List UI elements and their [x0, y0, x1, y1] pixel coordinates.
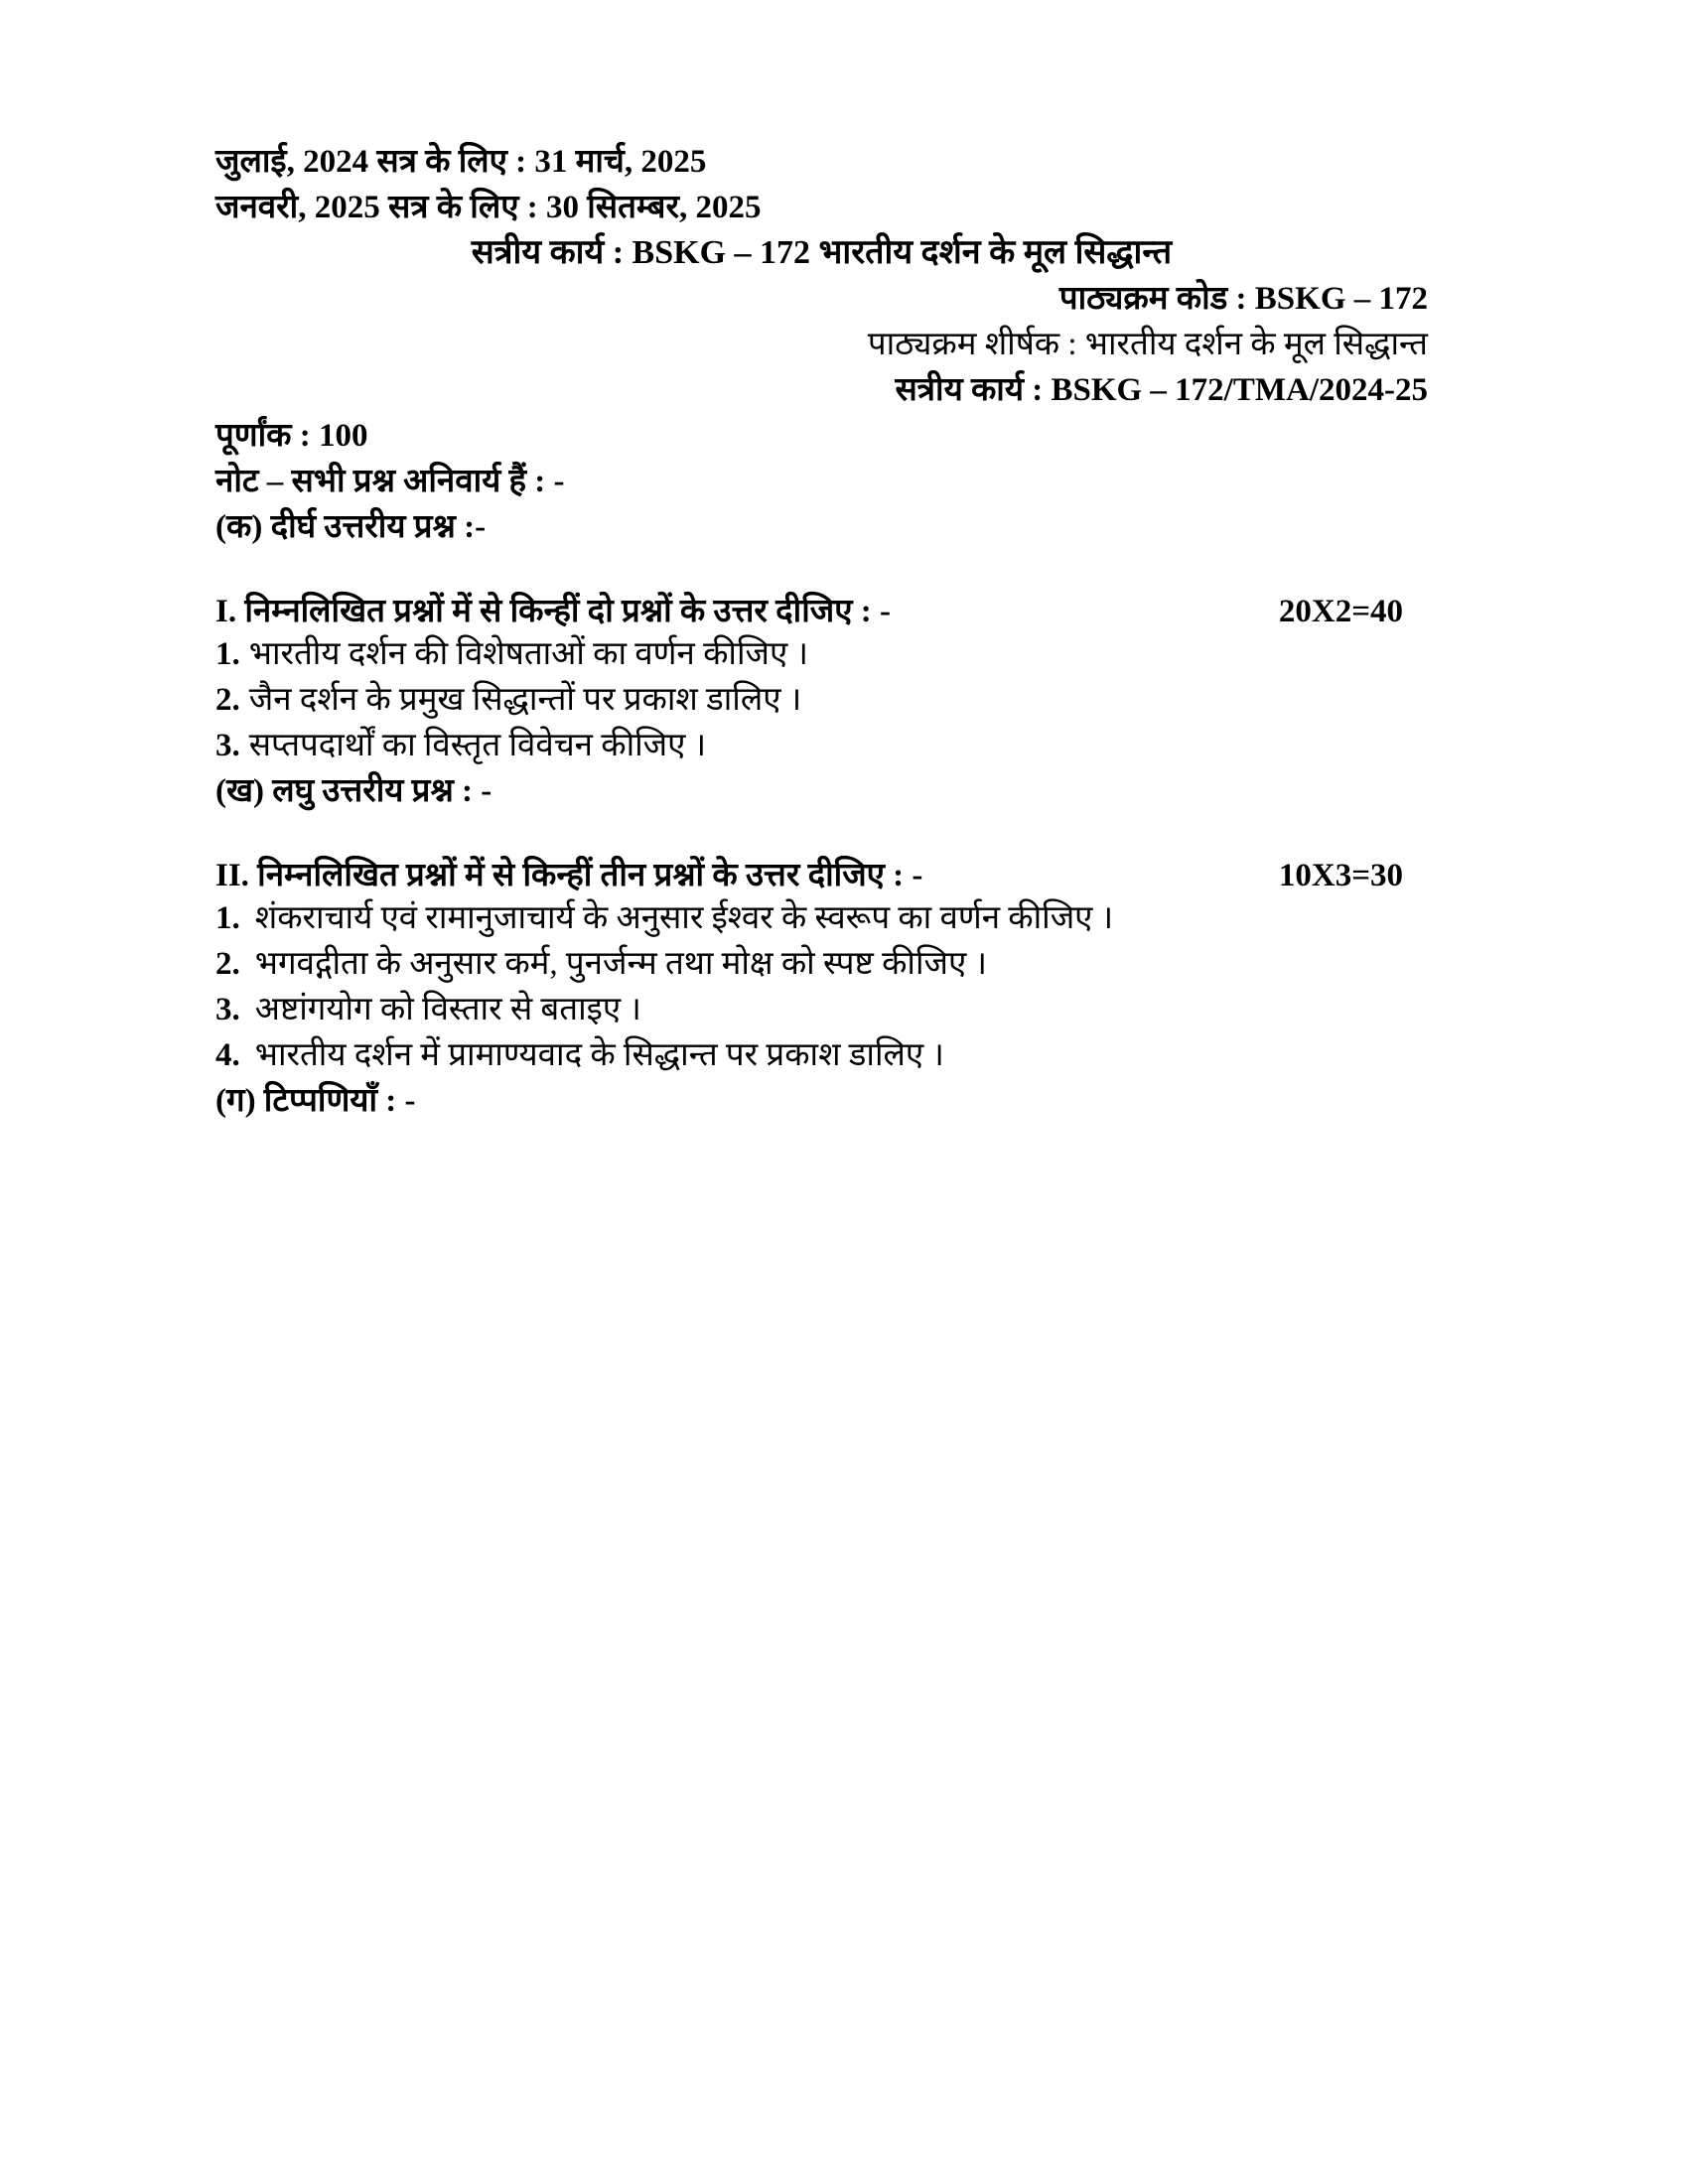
question-long-2-text: जैन दर्शन के प्रमुख सिद्धान्तों पर प्रकाश डालिए ।: [248, 682, 802, 718]
section-kha-heading: (ख) लघु उत्तरीय प्रश्न : -: [215, 773, 492, 809]
question-short-3-text: अष्टांगयोग को विस्तार से बताइए ।: [254, 992, 641, 1027]
question-short-2: [215, 941, 1428, 987]
question-long-1-number: 1.: [215, 636, 240, 672]
section-kha-instruction-row: [215, 851, 1428, 895]
question-short-2-number: 2.: [215, 946, 240, 982]
section-kha-instruction: II. निम्नलिखित प्रश्नों में से किन्हीं तीन प्रश्नों के उत्तर दीजिए : -: [215, 858, 923, 893]
section-ka-marks: 20X2=40: [1278, 594, 1403, 629]
section-ga-heading: (ग) टिप्पणियाँ : -: [215, 1083, 416, 1119]
assignment-code-line: सत्रीय कार्य : BSKG – 172/TMA/2024-25: [895, 372, 1428, 408]
course-title-line: पाठ्यक्रम शीर्षक : भारतीय दर्शन के मूल सिद्धान्त: [867, 327, 1428, 362]
section-kha-marks: 10X3=30: [1278, 858, 1403, 893]
max-marks-line: पूर्णांक : 100: [215, 418, 368, 454]
question-short-4-text: भारतीय दर्शन में प्रामाण्यवाद के सिद्धान्त पर प्रकाश डालिए ।: [254, 1037, 944, 1073]
question-short-4-number: 4.: [215, 1037, 240, 1073]
question-long-3-number: 3.: [215, 728, 240, 763]
note-line: नोट – सभी प्रश्न अनिवार्य हैं : -: [215, 464, 565, 499]
section-ka-instruction-row: [215, 587, 1428, 631]
deadline-january-session: जनवरी, 2025 सत्र के लिए : 30 सितम्बर, 2025: [215, 190, 762, 225]
question-short-1-number: 1.: [215, 900, 240, 936]
question-long-2-number: 2.: [215, 682, 240, 718]
question-long-1-text: भारतीय दर्शन की विशेषताओं का वर्णन कीजिए ।: [248, 636, 808, 672]
question-short-1: [215, 895, 1428, 941]
course-code-line: पाठ्यक्रम कोड : BSKG – 172: [1058, 281, 1428, 317]
question-long-2: [215, 677, 1428, 723]
question-short-4: [215, 1032, 1428, 1078]
question-short-3: [215, 987, 1428, 1032]
deadline-july-session: जुलाई, 2024 सत्र के लिए : 31 मार्च, 2025: [215, 144, 707, 180]
question-short-1-text: शंकराचार्य एवं रामानुजाचार्य के अनुसार ईश्वर के स्वरूप का वर्णन कीजिए ।: [254, 900, 1114, 936]
section-ka-instruction: I. निम्नलिखित प्रश्नों में से किन्हीं दो प्रश्नों के उत्तर दीजिए : -: [215, 594, 891, 629]
question-long-3: [215, 723, 1428, 768]
section-ka-heading: (क) दीर्घ उत्तरीय प्रश्न :-: [215, 509, 487, 545]
question-short-3-number: 3.: [215, 992, 240, 1027]
page-title: सत्रीय कार्य : BSKG – 172 भारतीय दर्शन के मूल सिद्धान्त: [471, 234, 1173, 271]
question-long-1: [215, 631, 1428, 677]
question-short-2-text: भगवद्गीता के अनुसार कर्म, पुनर्जन्म तथा मोक्ष को स्पष्ट कीजिए ।: [254, 946, 988, 982]
question-long-3-text: सप्तपदार्थों का विस्तृत विवेचन कीजिए ।: [248, 728, 707, 763]
